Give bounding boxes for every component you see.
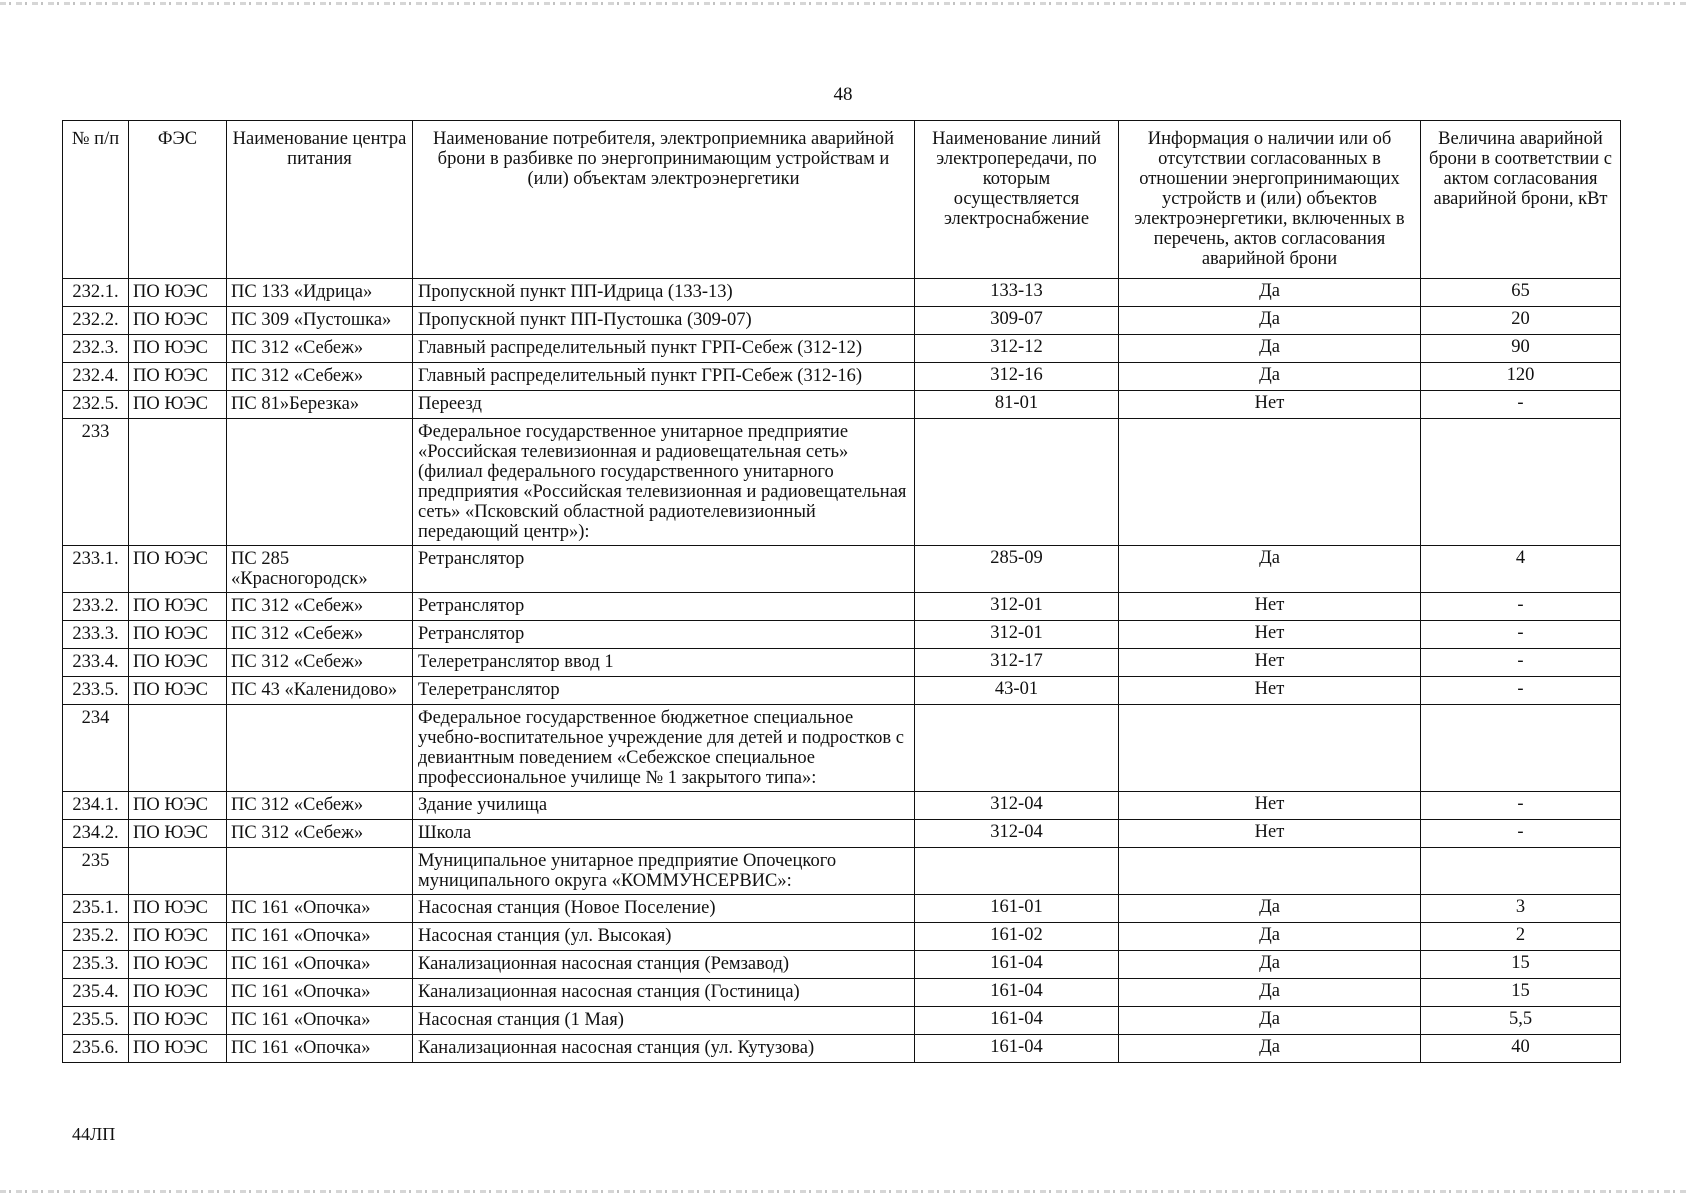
- row-consumer-name: Главный распределительный пункт ГРП-Себеж (312-16): [413, 363, 915, 391]
- table-row: [63, 923, 1621, 951]
- row-power-center: ПС 285 «Красногородск»: [227, 546, 413, 593]
- row-power-line: 285-09: [915, 546, 1119, 593]
- row-number: 233: [63, 419, 129, 546]
- row-fes: ПО ЮЭС: [129, 677, 227, 705]
- row-agreement-info: Да: [1119, 546, 1421, 593]
- table-row: [63, 307, 1621, 335]
- row-agreement-info: Нет: [1119, 792, 1421, 820]
- row-fes: [129, 419, 227, 546]
- row-reserve-value: -: [1421, 621, 1621, 649]
- row-agreement-info: Нет: [1119, 593, 1421, 621]
- row-power-center: ПС 312 «Себеж»: [227, 621, 413, 649]
- emergency-reserve-table: [62, 120, 1621, 1063]
- row-reserve-value: 15: [1421, 979, 1621, 1007]
- row-reserve-value: -: [1421, 792, 1621, 820]
- row-power-center: ПС 312 «Себеж»: [227, 363, 413, 391]
- table-row: [63, 895, 1621, 923]
- row-reserve-value: 4: [1421, 546, 1621, 593]
- header-power-center: Наименование центра питания: [227, 121, 413, 279]
- row-number: 232.4.: [63, 363, 129, 391]
- row-fes: ПО ЮЭС: [129, 923, 227, 951]
- row-number: 235: [63, 848, 129, 895]
- row-consumer-name: Школа: [413, 820, 915, 848]
- row-agreement-info: Да: [1119, 895, 1421, 923]
- row-reserve-value: -: [1421, 391, 1621, 419]
- row-agreement-info: Нет: [1119, 677, 1421, 705]
- header-consumer-name: Наименование потребителя, электроприемника аварийной брони в разбивке по энергопринимающим устройствам и (или) объектам электроэнергетики: [413, 121, 915, 279]
- row-fes: ПО ЮЭС: [129, 895, 227, 923]
- row-reserve-value: [1421, 419, 1621, 546]
- row-power-center: ПС 309 «Пустошка»: [227, 307, 413, 335]
- row-agreement-info: Да: [1119, 307, 1421, 335]
- row-number: 235.5.: [63, 1007, 129, 1035]
- row-reserve-value: 120: [1421, 363, 1621, 391]
- row-power-center: ПС 133 «Идрица»: [227, 279, 413, 307]
- row-agreement-info: Да: [1119, 951, 1421, 979]
- row-reserve-value: -: [1421, 820, 1621, 848]
- header-fes: ФЭС: [129, 121, 227, 279]
- scan-edge-top: [0, 2, 1686, 5]
- row-number: 232.3.: [63, 335, 129, 363]
- row-fes: ПО ЮЭС: [129, 649, 227, 677]
- page-number: 48: [833, 84, 853, 105]
- row-agreement-info: Нет: [1119, 621, 1421, 649]
- scan-edge-bottom: [0, 1190, 1686, 1193]
- row-number: 235.4.: [63, 979, 129, 1007]
- row-reserve-value: [1421, 705, 1621, 792]
- row-fes: ПО ЮЭС: [129, 593, 227, 621]
- row-number: 232.5.: [63, 391, 129, 419]
- header-power-line: Наименование линий электропередачи, по которым осуществляется электроснабжение: [915, 121, 1119, 279]
- row-consumer-name: Переезд: [413, 391, 915, 419]
- row-reserve-value: -: [1421, 677, 1621, 705]
- row-consumer-name: Ретранслятор: [413, 546, 915, 593]
- row-number: 234: [63, 705, 129, 792]
- row-consumer-name: Телеретранслятор: [413, 677, 915, 705]
- row-fes: ПО ЮЭС: [129, 1035, 227, 1063]
- row-power-line: [915, 848, 1119, 895]
- row-fes: [129, 705, 227, 792]
- table-row: [63, 546, 1621, 593]
- row-agreement-info: Да: [1119, 363, 1421, 391]
- row-number: 235.1.: [63, 895, 129, 923]
- row-reserve-value: -: [1421, 593, 1621, 621]
- row-reserve-value: 20: [1421, 307, 1621, 335]
- row-power-line: 312-04: [915, 792, 1119, 820]
- row-power-center: ПС 161 «Опочка»: [227, 951, 413, 979]
- row-number: 235.6.: [63, 1035, 129, 1063]
- row-fes: ПО ЮЭС: [129, 820, 227, 848]
- row-power-line: 161-04: [915, 1035, 1119, 1063]
- row-power-line: 133-13: [915, 279, 1119, 307]
- table-row: [63, 419, 1621, 546]
- row-power-line: 312-01: [915, 621, 1119, 649]
- row-agreement-info: Нет: [1119, 820, 1421, 848]
- row-agreement-info: Да: [1119, 1035, 1421, 1063]
- row-consumer-name: Насосная станция (ул. Высокая): [413, 923, 915, 951]
- row-number: 232.1.: [63, 279, 129, 307]
- table-row: [63, 1035, 1621, 1063]
- row-power-center: [227, 705, 413, 792]
- row-power-line: [915, 419, 1119, 546]
- table-row: [63, 677, 1621, 705]
- row-reserve-value: 2: [1421, 923, 1621, 951]
- row-fes: ПО ЮЭС: [129, 391, 227, 419]
- row-number: 233.4.: [63, 649, 129, 677]
- row-consumer-name: Телеретранслятор ввод 1: [413, 649, 915, 677]
- row-reserve-value: 65: [1421, 279, 1621, 307]
- row-power-center: ПС 312 «Себеж»: [227, 593, 413, 621]
- header-reserve-value: Величина аварийной брони в соответствии с актом согласования аварийной брони, кВт: [1421, 121, 1621, 279]
- table-row: [63, 649, 1621, 677]
- row-number: 232.2.: [63, 307, 129, 335]
- row-reserve-value: 90: [1421, 335, 1621, 363]
- row-consumer-name: Канализационная насосная станция (Ремзавод): [413, 951, 915, 979]
- row-power-line: 43-01: [915, 677, 1119, 705]
- row-power-center: [227, 848, 413, 895]
- row-agreement-info: [1119, 848, 1421, 895]
- row-power-line: [915, 705, 1119, 792]
- table-body: [63, 279, 1621, 1063]
- row-number: 234.2.: [63, 820, 129, 848]
- row-reserve-value: 5,5: [1421, 1007, 1621, 1035]
- row-number: 233.5.: [63, 677, 129, 705]
- table-row: [63, 792, 1621, 820]
- row-consumer-name: Ретранслятор: [413, 621, 915, 649]
- row-reserve-value: 3: [1421, 895, 1621, 923]
- row-number: 233.3.: [63, 621, 129, 649]
- row-consumer-name: Канализационная насосная станция (ул. Кутузова): [413, 1035, 915, 1063]
- row-consumer-name: Федеральное государственное унитарное предприятие «Российская телевизионная и радиовещательная сеть» (филиал федерального государственного унитарного предприятия «Российская телевизионная и радиовещательная сеть» «Псковский областной радиотелевизионный передающий центр»):: [413, 419, 915, 546]
- footer-code: 44ЛП: [72, 1124, 116, 1144]
- row-power-center: ПС 312 «Себеж»: [227, 792, 413, 820]
- row-power-center: [227, 419, 413, 546]
- row-fes: ПО ЮЭС: [129, 979, 227, 1007]
- row-power-line: 161-01: [915, 895, 1119, 923]
- row-agreement-info: Да: [1119, 335, 1421, 363]
- row-number: 235.3.: [63, 951, 129, 979]
- reserve-table-container: [62, 120, 1620, 1063]
- header-number: № п/п: [63, 121, 129, 279]
- table-header-row: [63, 121, 1621, 279]
- row-power-center: ПС 161 «Опочка»: [227, 1007, 413, 1035]
- table-row: [63, 820, 1621, 848]
- table-row: [63, 621, 1621, 649]
- row-power-line: 81-01: [915, 391, 1119, 419]
- row-reserve-value: 40: [1421, 1035, 1621, 1063]
- row-fes: ПО ЮЭС: [129, 621, 227, 649]
- row-power-line: 312-01: [915, 593, 1119, 621]
- row-power-line: 312-04: [915, 820, 1119, 848]
- row-fes: ПО ЮЭС: [129, 335, 227, 363]
- row-agreement-info: Нет: [1119, 649, 1421, 677]
- row-power-center: ПС 43 «Каленидово»: [227, 677, 413, 705]
- row-number: 233.1.: [63, 546, 129, 593]
- row-consumer-name: Федеральное государственное бюджетное специальное учебно-воспитательное учреждение для детей и подростков с девиантным поведением «Себежское специальное профессиональное училище № 1 закрытого типа»:: [413, 705, 915, 792]
- row-reserve-value: 15: [1421, 951, 1621, 979]
- row-agreement-info: [1119, 705, 1421, 792]
- row-power-center: ПС 312 «Себеж»: [227, 820, 413, 848]
- table-row: [63, 705, 1621, 792]
- row-agreement-info: Да: [1119, 979, 1421, 1007]
- row-consumer-name: Пропускной пункт ПП-Идрица (133-13): [413, 279, 915, 307]
- row-power-center: ПС 312 «Себеж»: [227, 335, 413, 363]
- table-row: [63, 1007, 1621, 1035]
- row-number: 233.2.: [63, 593, 129, 621]
- row-agreement-info: Нет: [1119, 391, 1421, 419]
- row-reserve-value: [1421, 848, 1621, 895]
- row-fes: ПО ЮЭС: [129, 363, 227, 391]
- row-power-center: ПС 161 «Опочка»: [227, 1035, 413, 1063]
- table-row: [63, 279, 1621, 307]
- row-power-line: 161-04: [915, 951, 1119, 979]
- row-power-line: 309-07: [915, 307, 1119, 335]
- table-row: [63, 848, 1621, 895]
- row-consumer-name: Муниципальное унитарное предприятие Опочецкого муниципального округа «КОММУНСЕРВИС»:: [413, 848, 915, 895]
- table-row: [63, 363, 1621, 391]
- row-consumer-name: Пропускной пункт ПП-Пустошка (309-07): [413, 307, 915, 335]
- row-agreement-info: Да: [1119, 279, 1421, 307]
- row-consumer-name: Ретранслятор: [413, 593, 915, 621]
- row-power-center: ПС 161 «Опочка»: [227, 979, 413, 1007]
- row-power-center: ПС 81»Березка»: [227, 391, 413, 419]
- row-agreement-info: Да: [1119, 1007, 1421, 1035]
- row-fes: [129, 848, 227, 895]
- row-power-line: 161-02: [915, 923, 1119, 951]
- row-fes: ПО ЮЭС: [129, 279, 227, 307]
- row-consumer-name: Насосная станция (Новое Поселение): [413, 895, 915, 923]
- row-power-line: 161-04: [915, 979, 1119, 1007]
- row-fes: ПО ЮЭС: [129, 546, 227, 593]
- row-power-line: 312-16: [915, 363, 1119, 391]
- row-power-line: 312-12: [915, 335, 1119, 363]
- row-reserve-value: -: [1421, 649, 1621, 677]
- row-number: 234.1.: [63, 792, 129, 820]
- row-power-center: ПС 161 «Опочка»: [227, 923, 413, 951]
- row-fes: ПО ЮЭС: [129, 307, 227, 335]
- row-power-center: ПС 161 «Опочка»: [227, 895, 413, 923]
- table-row: [63, 951, 1621, 979]
- row-power-line: 312-17: [915, 649, 1119, 677]
- row-consumer-name: Здание училища: [413, 792, 915, 820]
- row-agreement-info: Да: [1119, 923, 1421, 951]
- table-row: [63, 335, 1621, 363]
- row-fes: ПО ЮЭС: [129, 1007, 227, 1035]
- row-power-center: ПС 312 «Себеж»: [227, 649, 413, 677]
- header-agreement-info: Информация о наличии или об отсутствии согласованных в отношении энергопринимающих устройств и (или) объектов электроэнергетики, включенных в перечень, актов согласования аварийной брони: [1119, 121, 1421, 279]
- row-fes: ПО ЮЭС: [129, 792, 227, 820]
- table-row: [63, 391, 1621, 419]
- row-number: 235.2.: [63, 923, 129, 951]
- row-consumer-name: Главный распределительный пункт ГРП-Себеж (312-12): [413, 335, 915, 363]
- row-fes: ПО ЮЭС: [129, 951, 227, 979]
- row-agreement-info: [1119, 419, 1421, 546]
- row-consumer-name: Насосная станция (1 Мая): [413, 1007, 915, 1035]
- table-row: [63, 593, 1621, 621]
- row-consumer-name: Канализационная насосная станция (Гостиница): [413, 979, 915, 1007]
- table-row: [63, 979, 1621, 1007]
- row-power-line: 161-04: [915, 1007, 1119, 1035]
